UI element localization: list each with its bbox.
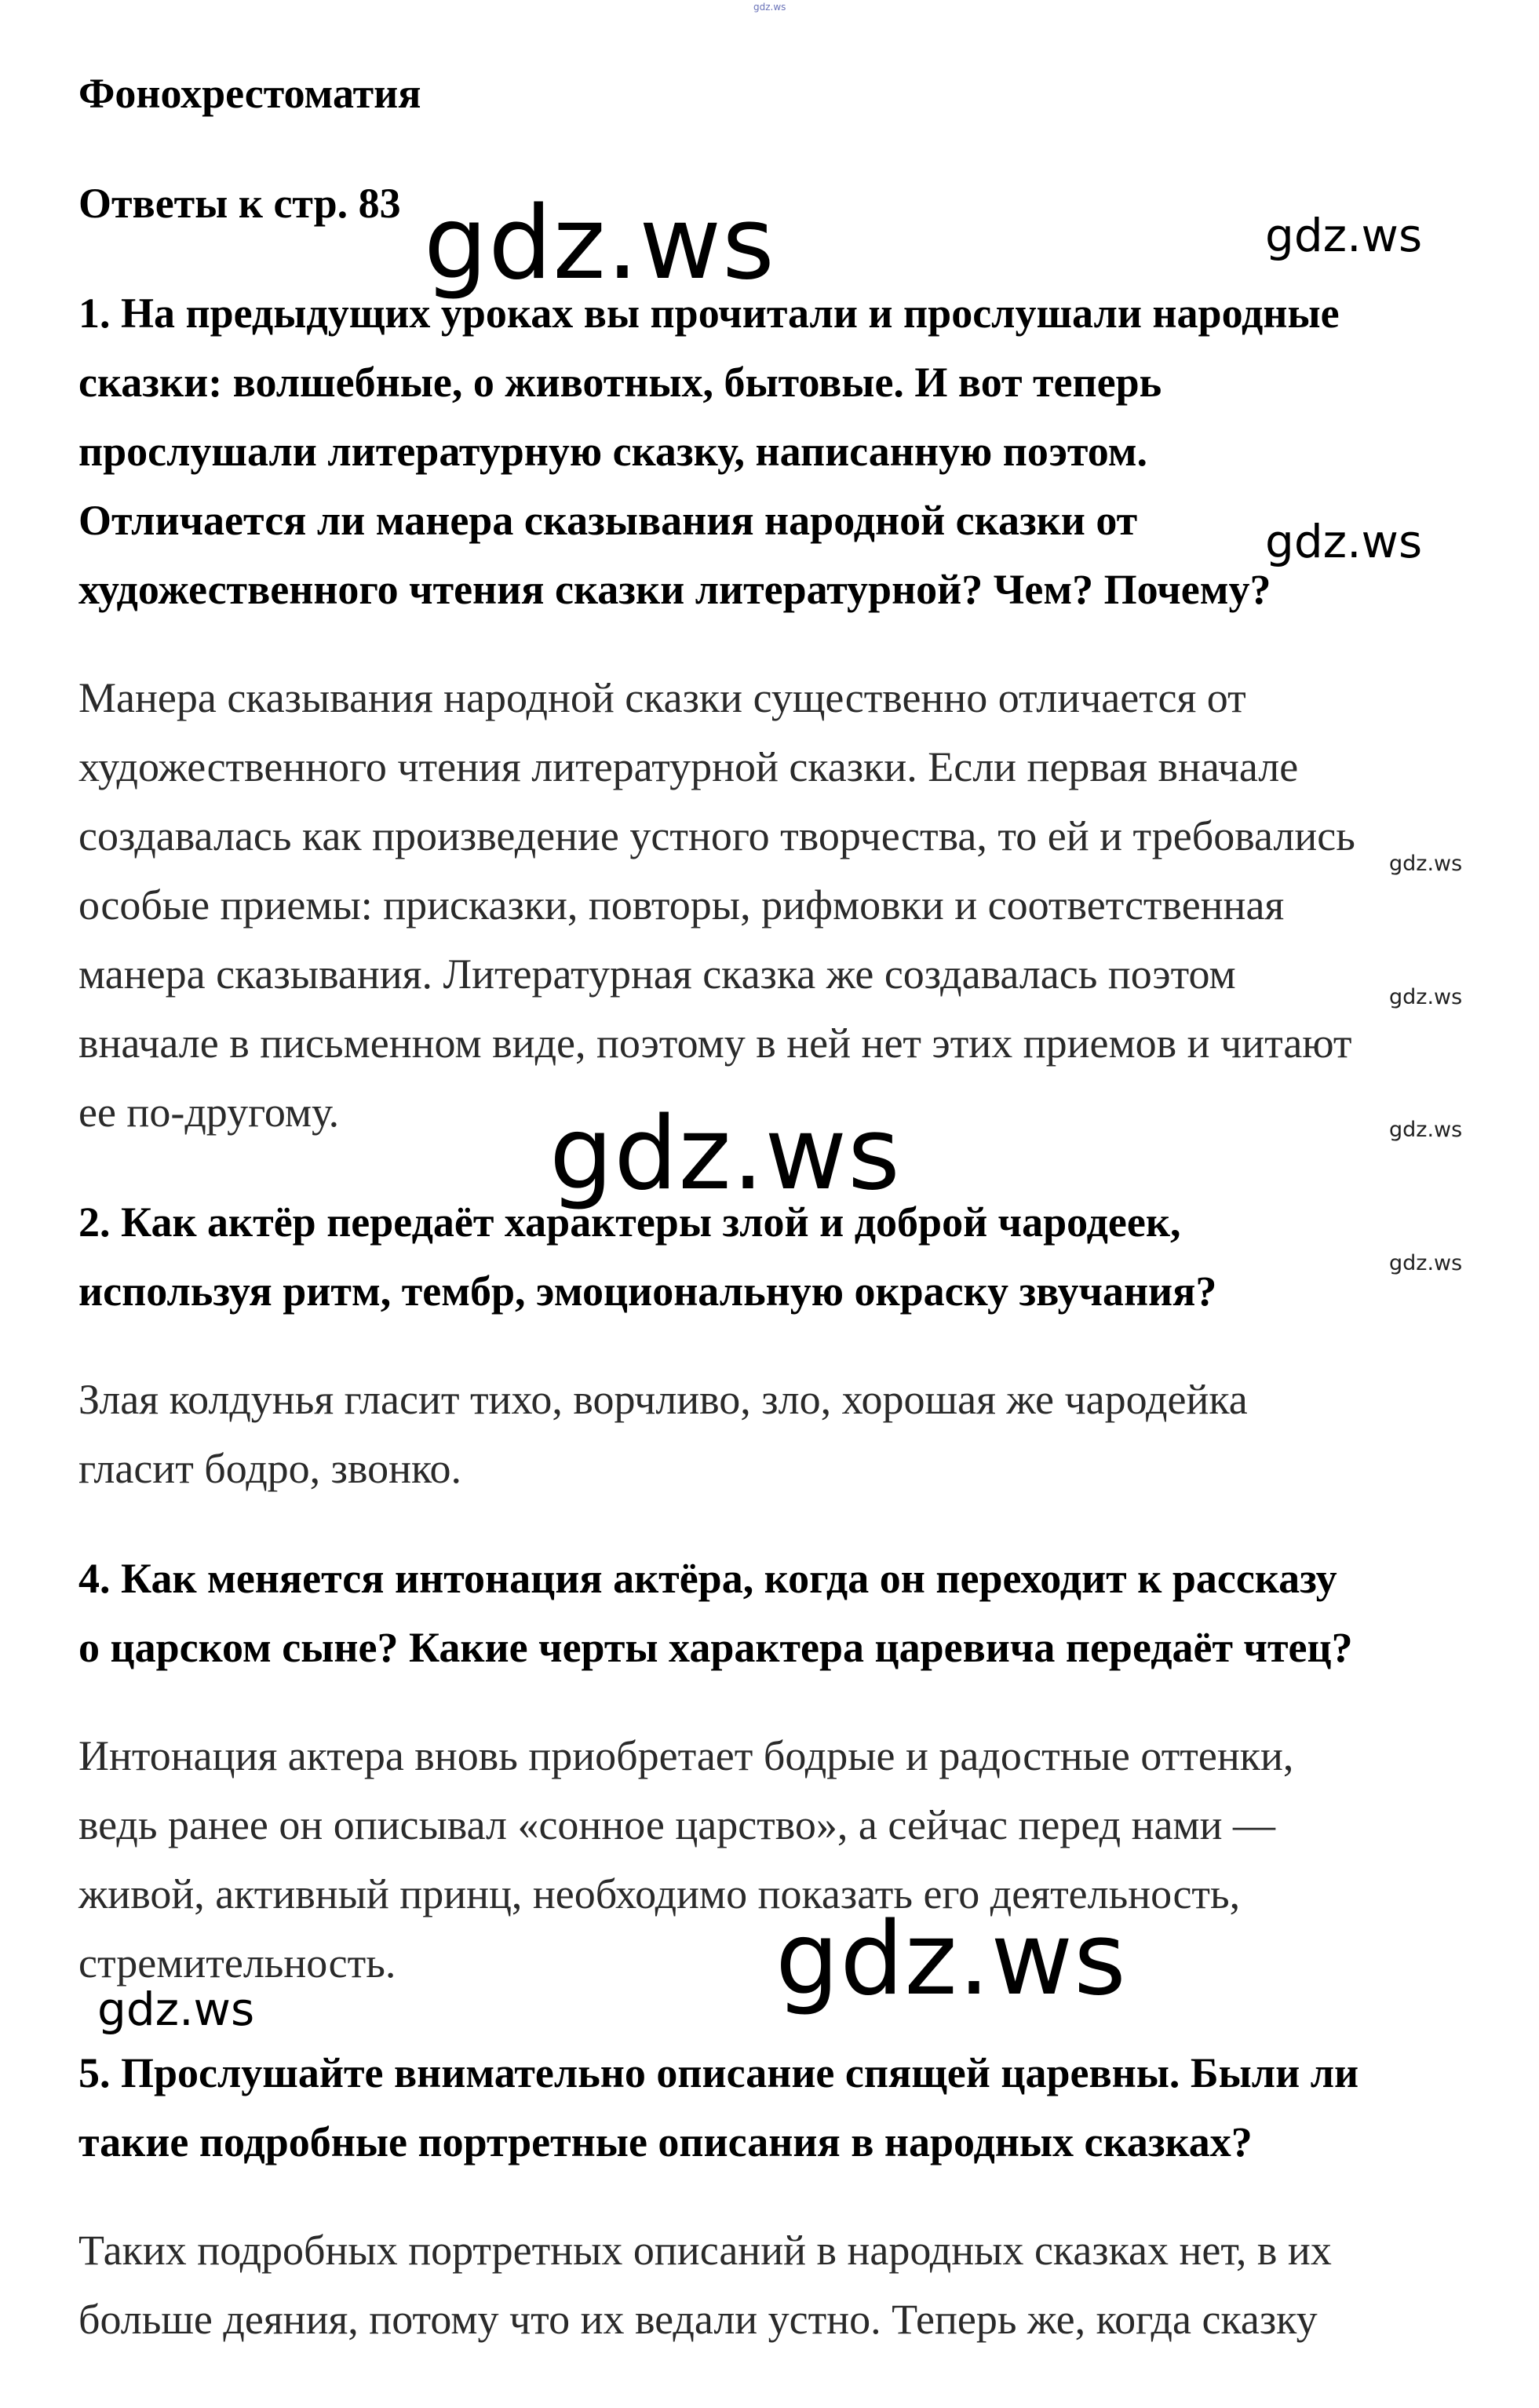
answer-line: больше деяния, потому что их ведали устно. Теперь же, когда сказку [78,2296,1318,2343]
answer-line: Злая колдунья гласит тихо, ворчливо, зло, хорошая же чародейка [78,1376,1248,1423]
watermark-small: gdz.ws [1389,985,1463,1009]
question-line: 1. На предыдущих уроках вы прочитали и прослушали народные [78,290,1340,337]
answer-line: вначале в письменном виде, поэтому в ней нет этих приемов и читают [78,1020,1352,1067]
watermark-large: gdz.ws [549,1096,901,1213]
watermark-medium: gdz.ws [97,1983,255,2036]
watermark-small: gdz.ws [1389,852,1463,876]
question-line: 5. Прослушайте внимательно описание спящей царевны. Были ли [78,2049,1359,2096]
watermark-medium: gdz.ws [1265,515,1423,568]
answer-line: создавалась как произведение устного творчества, то ей и требовались [78,812,1355,859]
answer-line: живой, активный принц, необходимо показать его деятельность, [78,1870,1241,1917]
answer-line: манера сказывания. Литературная сказка же создавалась поэтом [78,950,1236,998]
question-line: такие подробные портретные описания в народных сказках? [78,2118,1253,2165]
question-line: о царском сыне? Какие черты характера царевича передаёт чтец? [78,1624,1353,1671]
watermark-tiny: gdz.ws [753,2,786,13]
answers-reference: Ответы к стр. 83 [78,180,401,227]
answer-line: Манера сказывания народной сказки существенно отличается от [78,674,1246,721]
answer-line: Таких подробных портретных описаний в народных сказках нет, в их [78,2227,1332,2274]
question-line: художественного чтения сказки литературной? Чем? Почему? [78,566,1271,613]
question-line: прослушали литературную сказку, написанную поэтом. [78,428,1147,475]
answer-line: ее по-другому. [78,1089,340,1136]
question-line: Отличается ли манера сказывания народной сказки от [78,497,1138,544]
watermark-medium: gdz.ws [1265,209,1423,262]
answer-line: Интонация актера вновь приобретает бодрые и радостные оттенки, [78,1732,1294,1779]
page-title: Фонохрестоматия [78,70,421,117]
watermark-small: gdz.ws [1389,1251,1463,1275]
question-line: сказки: волшебные, о животных, бытовые. И вот теперь [78,359,1162,406]
question-line: 2. Как актёр передаёт характеры злой и доброй чародеек, [78,1199,1181,1246]
question-line: используя ритм, тембр, эмоциональную окраску звучания? [78,1268,1217,1315]
watermark-large: gdz.ws [424,185,775,302]
watermark-small: gdz.ws [1389,1118,1463,1142]
watermark-large: gdz.ws [775,1901,1127,2018]
question-line: 4. Как меняется интонация актёра, когда он переходит к рассказу [78,1555,1337,1602]
answer-line: особые приемы: присказки, повторы, рифмовки и соответственная [78,881,1285,929]
answer-line: художественного чтения литературной сказки. Если первая вначале [78,743,1299,790]
answer-line: стремительность. [78,1939,396,1987]
answer-line: гласит бодро, звонко. [78,1445,462,1492]
answer-line: ведь ранее он описывал «сонное царство», а сейчас перед нами — [78,1801,1275,1848]
